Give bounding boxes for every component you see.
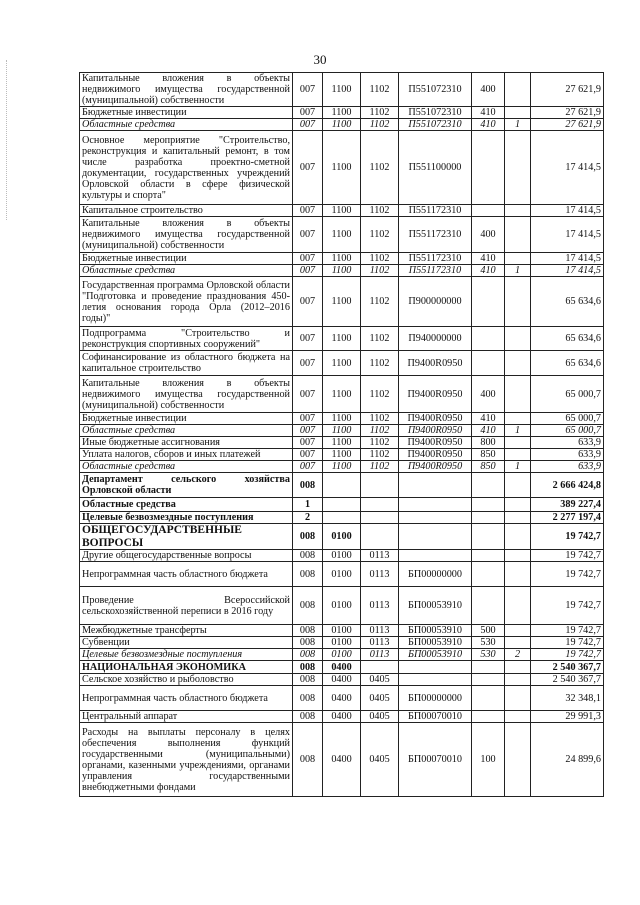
podrazdel-cell: 0405 — [361, 686, 399, 711]
target-article-cell: П9400R0950 — [399, 376, 472, 413]
grbs-cell: 008 — [293, 625, 323, 637]
razdel-cell: 0100 — [323, 562, 361, 587]
table-row — [80, 524, 604, 550]
podrazdel-cell — [361, 473, 399, 498]
margin-marks — [6, 60, 9, 220]
razdel-cell — [323, 473, 361, 498]
table-row — [80, 686, 604, 711]
funding-source-cell: 1 — [505, 119, 531, 131]
amount-cell: 17 414,5 — [531, 265, 604, 277]
podrazdel-cell: 0113 — [361, 550, 399, 562]
expense-type-cell: 500 — [472, 625, 505, 637]
amount-cell: 17 414,5 — [531, 131, 604, 205]
amount-cell: 24 899,6 — [531, 723, 604, 797]
row-name-cell: Проведение Всероссийской сельскохозяйственной переписи в 2016 году — [80, 587, 293, 625]
expense-type-cell: 410 — [472, 253, 505, 265]
target-article-cell: БП00053910 — [399, 649, 472, 661]
table-row — [80, 723, 604, 797]
podrazdel-cell: 1102 — [361, 461, 399, 473]
amount-cell: 27 621,9 — [531, 107, 604, 119]
row-name-cell: ОБЩЕГОСУДАРСТВЕННЫЕ ВОПРОСЫ — [80, 524, 293, 550]
razdel-cell: 1100 — [323, 73, 361, 107]
funding-source-cell — [505, 253, 531, 265]
amount-cell: 17 414,5 — [531, 205, 604, 217]
expense-type-cell — [472, 661, 505, 674]
podrazdel-cell: 1102 — [361, 265, 399, 277]
target-article-cell: П551072310 — [399, 73, 472, 107]
razdel-cell: 0400 — [323, 661, 361, 674]
amount-cell: 633,9 — [531, 461, 604, 473]
expense-type-cell — [472, 587, 505, 625]
razdel-cell: 1100 — [323, 437, 361, 449]
target-article-cell: П551172310 — [399, 205, 472, 217]
podrazdel-cell: 0113 — [361, 637, 399, 649]
target-article-cell: П9400R0950 — [399, 461, 472, 473]
target-article-cell: БП00053910 — [399, 625, 472, 637]
podrazdel-cell: 0405 — [361, 674, 399, 686]
amount-cell: 633,9 — [531, 437, 604, 449]
podrazdel-cell: 1102 — [361, 327, 399, 351]
grbs-cell: 007 — [293, 217, 323, 253]
expense-type-cell: 410 — [472, 107, 505, 119]
grbs-cell: 007 — [293, 461, 323, 473]
grbs-cell: 007 — [293, 351, 323, 376]
table-row — [80, 119, 604, 131]
target-article-cell: П551072310 — [399, 119, 472, 131]
grbs-cell: 007 — [293, 107, 323, 119]
razdel-cell: 1100 — [323, 327, 361, 351]
table-row — [80, 512, 604, 524]
funding-source-cell — [505, 449, 531, 461]
funding-source-cell — [505, 587, 531, 625]
row-name-cell: Целевые безвозмездные поступления — [80, 512, 293, 524]
expense-type-cell — [472, 686, 505, 711]
funding-source-cell — [505, 674, 531, 686]
expense-type-cell: 410 — [472, 119, 505, 131]
podrazdel-cell — [361, 524, 399, 550]
target-article-cell: БП00000000 — [399, 562, 472, 587]
amount-cell: 389 227,4 — [531, 498, 604, 512]
funding-source-cell — [505, 637, 531, 649]
target-article-cell: П940000000 — [399, 327, 472, 351]
grbs-cell: 1 — [293, 498, 323, 512]
row-name-cell: Государственная программа Орловской области "Подготовка и проведение празднования 450-летия основания города Орла (2012–2016 годы)" — [80, 277, 293, 327]
funding-source-cell: 1 — [505, 265, 531, 277]
podrazdel-cell: 1102 — [361, 277, 399, 327]
grbs-cell: 007 — [293, 277, 323, 327]
target-article-cell — [399, 550, 472, 562]
funding-source-cell — [505, 131, 531, 205]
razdel-cell: 0100 — [323, 524, 361, 550]
table-row — [80, 351, 604, 376]
table-row — [80, 437, 604, 449]
row-name-cell: Сельское хозяйство и рыболовство — [80, 674, 293, 686]
funding-source-cell — [505, 711, 531, 723]
table-row — [80, 277, 604, 327]
expense-type-cell — [472, 498, 505, 512]
podrazdel-cell: 0113 — [361, 649, 399, 661]
amount-cell: 65 000,7 — [531, 413, 604, 425]
expense-type-cell — [472, 562, 505, 587]
table-row — [80, 587, 604, 625]
target-article-cell — [399, 661, 472, 674]
expense-type-cell: 530 — [472, 649, 505, 661]
target-article-cell — [399, 512, 472, 524]
razdel-cell: 1100 — [323, 376, 361, 413]
row-name-cell: Бюджетные инвестиции — [80, 107, 293, 119]
podrazdel-cell: 0113 — [361, 587, 399, 625]
target-article-cell: П551172310 — [399, 253, 472, 265]
expense-type-cell — [472, 512, 505, 524]
amount-cell: 65 634,6 — [531, 351, 604, 376]
funding-source-cell — [505, 205, 531, 217]
razdel-cell: 1100 — [323, 131, 361, 205]
expense-type-cell: 410 — [472, 413, 505, 425]
table-row — [80, 253, 604, 265]
grbs-cell: 008 — [293, 550, 323, 562]
row-name-cell: Бюджетные инвестиции — [80, 413, 293, 425]
razdel-cell: 0400 — [323, 711, 361, 723]
target-article-cell: БП00053910 — [399, 587, 472, 625]
funding-source-cell — [505, 524, 531, 550]
row-name-cell: Областные средства — [80, 119, 293, 131]
amount-cell: 27 621,9 — [531, 119, 604, 131]
target-article-cell: П9400R0950 — [399, 413, 472, 425]
target-article-cell: П9400R0950 — [399, 351, 472, 376]
expense-type-cell: 410 — [472, 425, 505, 437]
target-article-cell: П551072310 — [399, 107, 472, 119]
expense-type-cell — [472, 131, 505, 205]
podrazdel-cell — [361, 498, 399, 512]
row-name-cell: НАЦИОНАЛЬНАЯ ЭКОНОМИКА — [80, 661, 293, 674]
row-name-cell: Капитальные вложения в объекты недвижимого имущества государственной (муниципальной) собственности — [80, 73, 293, 107]
grbs-cell: 007 — [293, 119, 323, 131]
expense-type-cell — [472, 277, 505, 327]
row-name-cell: Департамент сельского хозяйства Орловской области — [80, 473, 293, 498]
grbs-cell: 007 — [293, 327, 323, 351]
amount-cell: 19 742,7 — [531, 550, 604, 562]
table-row — [80, 711, 604, 723]
razdel-cell: 1100 — [323, 449, 361, 461]
amount-cell: 32 348,1 — [531, 686, 604, 711]
row-name-cell: Непрограммная часть областного бюджета — [80, 562, 293, 587]
razdel-cell: 1100 — [323, 461, 361, 473]
table-row — [80, 461, 604, 473]
table-row — [80, 376, 604, 413]
row-name-cell: Областные средства — [80, 498, 293, 512]
table-row — [80, 107, 604, 119]
funding-source-cell — [505, 376, 531, 413]
row-name-cell: Непрограммная часть областного бюджета — [80, 686, 293, 711]
razdel-cell: 0400 — [323, 723, 361, 797]
table-row — [80, 265, 604, 277]
grbs-cell: 008 — [293, 711, 323, 723]
razdel-cell: 1100 — [323, 217, 361, 253]
funding-source-cell: 2 — [505, 649, 531, 661]
target-article-cell — [399, 524, 472, 550]
razdel-cell: 0100 — [323, 625, 361, 637]
podrazdel-cell: 1102 — [361, 217, 399, 253]
row-name-cell: Подпрограмма "Строительство и реконструкция спортивных сооружений" — [80, 327, 293, 351]
row-name-cell: Капитальные вложения в объекты недвижимого имущества государственной (муниципальной) собственности — [80, 217, 293, 253]
target-article-cell: П551100000 — [399, 131, 472, 205]
razdel-cell: 0400 — [323, 686, 361, 711]
amount-cell: 29 991,3 — [531, 711, 604, 723]
grbs-cell: 008 — [293, 686, 323, 711]
grbs-cell: 007 — [293, 131, 323, 205]
razdel-cell: 0100 — [323, 587, 361, 625]
table-row — [80, 674, 604, 686]
funding-source-cell: 1 — [505, 425, 531, 437]
table-row — [80, 205, 604, 217]
target-article-cell: БП00070010 — [399, 711, 472, 723]
amount-cell: 65 000,7 — [531, 376, 604, 413]
expense-type-cell — [472, 711, 505, 723]
table-row — [80, 550, 604, 562]
funding-source-cell — [505, 686, 531, 711]
expense-type-cell: 400 — [472, 376, 505, 413]
table-row — [80, 625, 604, 637]
amount-cell: 19 742,7 — [531, 524, 604, 550]
funding-source-cell — [505, 351, 531, 376]
target-article-cell: П9400R0950 — [399, 425, 472, 437]
funding-source-cell — [505, 217, 531, 253]
grbs-cell: 008 — [293, 473, 323, 498]
podrazdel-cell: 0113 — [361, 625, 399, 637]
row-name-cell: Бюджетные инвестиции — [80, 253, 293, 265]
table-row — [80, 562, 604, 587]
funding-source-cell — [505, 723, 531, 797]
funding-source-cell — [505, 73, 531, 107]
podrazdel-cell: 1102 — [361, 205, 399, 217]
table-row — [80, 425, 604, 437]
grbs-cell: 007 — [293, 413, 323, 425]
funding-source-cell — [505, 661, 531, 674]
funding-source-cell: 1 — [505, 461, 531, 473]
podrazdel-cell: 1102 — [361, 425, 399, 437]
row-name-cell: Основное мероприятие "Строительство, реконструкция и капитальный ремонт, в том числе разработка проектно-сметной документации, государственных учреждений Орловской области в сфере физической культуры и спорта" — [80, 131, 293, 205]
funding-source-cell — [505, 562, 531, 587]
budget-table — [79, 72, 604, 797]
podrazdel-cell — [361, 661, 399, 674]
amount-cell: 2 277 197,4 — [531, 512, 604, 524]
table-row — [80, 413, 604, 425]
podrazdel-cell: 0405 — [361, 723, 399, 797]
podrazdel-cell: 1102 — [361, 449, 399, 461]
grbs-cell: 007 — [293, 437, 323, 449]
row-name-cell: Расходы на выплаты персоналу в целях обеспечения выполнения функций государственными (муниципальными) органами, казенными учреждениями, органами управления государственными внебюджетными фондами — [80, 723, 293, 797]
grbs-cell: 008 — [293, 674, 323, 686]
podrazdel-cell: 1102 — [361, 119, 399, 131]
amount-cell: 65 634,6 — [531, 327, 604, 351]
table-row — [80, 73, 604, 107]
target-article-cell: П900000000 — [399, 277, 472, 327]
expense-type-cell — [472, 327, 505, 351]
row-name-cell: Областные средства — [80, 461, 293, 473]
podrazdel-cell: 1102 — [361, 351, 399, 376]
expense-type-cell: 850 — [472, 461, 505, 473]
amount-cell: 19 742,7 — [531, 637, 604, 649]
amount-cell: 2 540 367,7 — [531, 674, 604, 686]
target-article-cell: П9400R0950 — [399, 449, 472, 461]
expense-type-cell: 400 — [472, 217, 505, 253]
grbs-cell: 007 — [293, 73, 323, 107]
row-name-cell: Капитальное строительство — [80, 205, 293, 217]
target-article-cell — [399, 498, 472, 512]
table-row — [80, 637, 604, 649]
table-row — [80, 661, 604, 674]
row-name-cell: Иные бюджетные ассигнования — [80, 437, 293, 449]
grbs-cell: 008 — [293, 661, 323, 674]
podrazdel-cell: 1102 — [361, 413, 399, 425]
target-article-cell — [399, 473, 472, 498]
table-row — [80, 327, 604, 351]
row-name-cell: Центральный аппарат — [80, 711, 293, 723]
podrazdel-cell: 1102 — [361, 107, 399, 119]
razdel-cell: 1100 — [323, 413, 361, 425]
table-row — [80, 217, 604, 253]
table-row — [80, 449, 604, 461]
expense-type-cell — [472, 524, 505, 550]
amount-cell: 17 414,5 — [531, 253, 604, 265]
grbs-cell: 008 — [293, 524, 323, 550]
razdel-cell: 1100 — [323, 265, 361, 277]
razdel-cell: 1100 — [323, 425, 361, 437]
funding-source-cell — [505, 550, 531, 562]
grbs-cell: 007 — [293, 265, 323, 277]
razdel-cell: 1100 — [323, 119, 361, 131]
grbs-cell: 007 — [293, 205, 323, 217]
amount-cell: 19 742,7 — [531, 587, 604, 625]
amount-cell: 2 666 424,8 — [531, 473, 604, 498]
grbs-cell: 008 — [293, 649, 323, 661]
razdel-cell: 0100 — [323, 550, 361, 562]
grbs-cell: 008 — [293, 562, 323, 587]
expense-type-cell — [472, 205, 505, 217]
funding-source-cell — [505, 512, 531, 524]
budget-table-body — [80, 73, 604, 797]
row-name-cell: Капитальные вложения в объекты недвижимого имущества государственной (муниципальной) собственности — [80, 376, 293, 413]
expense-type-cell: 410 — [472, 265, 505, 277]
razdel-cell: 0400 — [323, 674, 361, 686]
grbs-cell: 008 — [293, 587, 323, 625]
razdel-cell: 1100 — [323, 351, 361, 376]
expense-type-cell — [472, 674, 505, 686]
funding-source-cell — [505, 413, 531, 425]
razdel-cell: 0100 — [323, 637, 361, 649]
table-row — [80, 649, 604, 661]
table-row — [80, 131, 604, 205]
table-row — [80, 473, 604, 498]
expense-type-cell: 100 — [472, 723, 505, 797]
razdel-cell: 0100 — [323, 649, 361, 661]
row-name-cell: Субвенции — [80, 637, 293, 649]
amount-cell: 19 742,7 — [531, 649, 604, 661]
podrazdel-cell: 0405 — [361, 711, 399, 723]
target-article-cell: БП00053910 — [399, 637, 472, 649]
podrazdel-cell: 1102 — [361, 437, 399, 449]
funding-source-cell — [505, 277, 531, 327]
grbs-cell: 2 — [293, 512, 323, 524]
podrazdel-cell — [361, 512, 399, 524]
razdel-cell — [323, 512, 361, 524]
razdel-cell: 1100 — [323, 205, 361, 217]
row-name-cell: Другие общегосударственные вопросы — [80, 550, 293, 562]
grbs-cell: 007 — [293, 449, 323, 461]
row-name-cell: Целевые безвозмездные поступления — [80, 649, 293, 661]
amount-cell: 19 742,7 — [531, 625, 604, 637]
amount-cell: 633,9 — [531, 449, 604, 461]
expense-type-cell — [472, 550, 505, 562]
grbs-cell: 007 — [293, 425, 323, 437]
grbs-cell: 008 — [293, 637, 323, 649]
expense-type-cell — [472, 351, 505, 376]
row-name-cell: Областные средства — [80, 425, 293, 437]
razdel-cell: 1100 — [323, 107, 361, 119]
expense-type-cell: 400 — [472, 73, 505, 107]
funding-source-cell — [505, 327, 531, 351]
razdel-cell — [323, 498, 361, 512]
podrazdel-cell: 1102 — [361, 253, 399, 265]
amount-cell: 65 000,7 — [531, 425, 604, 437]
target-article-cell: П9400R0950 — [399, 437, 472, 449]
grbs-cell: 007 — [293, 376, 323, 413]
grbs-cell: 007 — [293, 253, 323, 265]
row-name-cell: Областные средства — [80, 265, 293, 277]
target-article-cell: П551172310 — [399, 217, 472, 253]
expense-type-cell — [472, 473, 505, 498]
amount-cell: 27 621,9 — [531, 73, 604, 107]
amount-cell: 2 540 367,7 — [531, 661, 604, 674]
target-article-cell: БП00070010 — [399, 723, 472, 797]
razdel-cell: 1100 — [323, 277, 361, 327]
podrazdel-cell: 1102 — [361, 131, 399, 205]
podrazdel-cell: 1102 — [361, 376, 399, 413]
podrazdel-cell: 1102 — [361, 73, 399, 107]
podrazdel-cell: 0113 — [361, 562, 399, 587]
target-article-cell: П551172310 — [399, 265, 472, 277]
funding-source-cell — [505, 437, 531, 449]
funding-source-cell — [505, 107, 531, 119]
table-row — [80, 498, 604, 512]
amount-cell: 17 414,5 — [531, 217, 604, 253]
funding-source-cell — [505, 473, 531, 498]
razdel-cell: 1100 — [323, 253, 361, 265]
expense-type-cell: 800 — [472, 437, 505, 449]
amount-cell: 19 742,7 — [531, 562, 604, 587]
funding-source-cell — [505, 625, 531, 637]
expense-type-cell: 530 — [472, 637, 505, 649]
row-name-cell: Софинансирование из областного бюджета на капитальное строительство — [80, 351, 293, 376]
expense-type-cell: 850 — [472, 449, 505, 461]
row-name-cell: Межбюджетные трансферты — [80, 625, 293, 637]
row-name-cell: Уплата налогов, сборов и иных платежей — [80, 449, 293, 461]
page-number: 30 — [313, 52, 327, 67]
grbs-cell: 008 — [293, 723, 323, 797]
target-article-cell: БП00000000 — [399, 686, 472, 711]
target-article-cell — [399, 674, 472, 686]
funding-source-cell — [505, 498, 531, 512]
amount-cell: 65 634,6 — [531, 277, 604, 327]
